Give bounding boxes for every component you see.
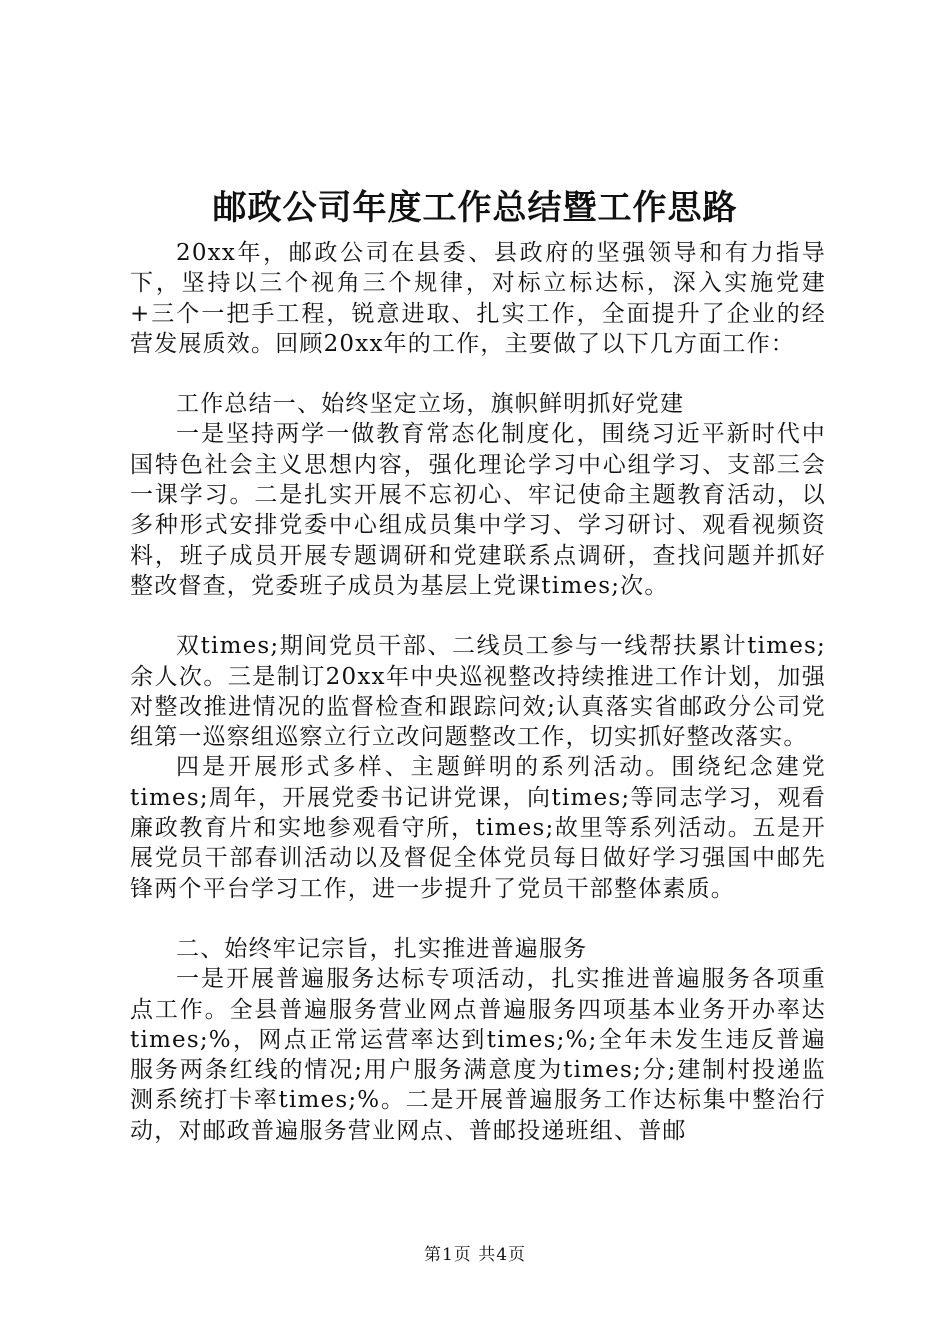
section-heading-party-building: 工作总结一、始终坚定立场，旗帜鲜明抓好党建 <box>176 391 685 418</box>
page-number-footer: 第1页 共4页 <box>423 1245 527 1265</box>
intro-paragraph: 20xx年，邮政公司在县委、县政府的坚强领导和有力指导下，坚持以三个视角三个规律，对标立标达标，深入实施党建+三个一把手工程，锐意进取、扎实工作，全面提升了企业的经营发展质效。回顾20xx年的工作，主要做了以下几方面工作： <box>130 240 826 357</box>
universal-service-paragraph: 一是开展普遍服务达标专项活动，扎实推进普遍服务各项重点工作。全县普遍服务营业网点普遍服务四项基本业务开办率达times;%，网点正常运营率达到times;%;全年未发生违反普遍服务两条红线的情况;用户服务满意度为times;分;建制村投递监测系统打卡率times;%。二是开展普遍服务工作达标集中整治行动，对邮政普遍服务营业网点、普邮投递班组、普邮 <box>130 966 826 1144</box>
party-building-paragraph: 一是坚持两学一做教育常态化制度化，围绕习近平新时代中国特色社会主义思想内容，强化理论学习中心组学习、支部三会一课学习。二是扎实开展不忘初心、牢记使命主题教育活动，以多种形式安排党委中心组成员集中学习、学习研讨、观看视频资料，班子成员开展专题调研和党建联系点调研，查找问题并抓好整改督查，党委班子成员为基层上党课times;次。 <box>130 421 826 599</box>
document-body <box>130 238 826 1146</box>
section-heading-universal-service: 二、始终牢记宗旨，扎实推进普遍服务 <box>176 935 588 962</box>
page-title: 邮政公司年度工作总结暨工作思路 <box>212 188 738 228</box>
inspection-rectification-paragraph: 双times;期间党员干部、二线员工参与一线帮扶累计times;余人次。三是制订20xx年中央巡视整改持续推进工作计划，加强对整改推进情况的监督检查和跟踪问效;认真落实省邮政分公司党组第一巡察组巡察立行立改问题整改工作，切实抓好整改落实。 <box>130 633 826 751</box>
series-activities-paragraph: 四是开展形式多样、主题鲜明的系列活动。围绕纪念建党times;周年，开展党委书记讲党课，向times;等同志学习，观看廉政教育片和实地参观看守所，times;故里等系列活动。五是开展党员干部春训活动以及督促全体党员每日做好学习强国中邮先锋两个平台学习工作，进一步提升了党员干部整体素质。 <box>130 754 826 902</box>
